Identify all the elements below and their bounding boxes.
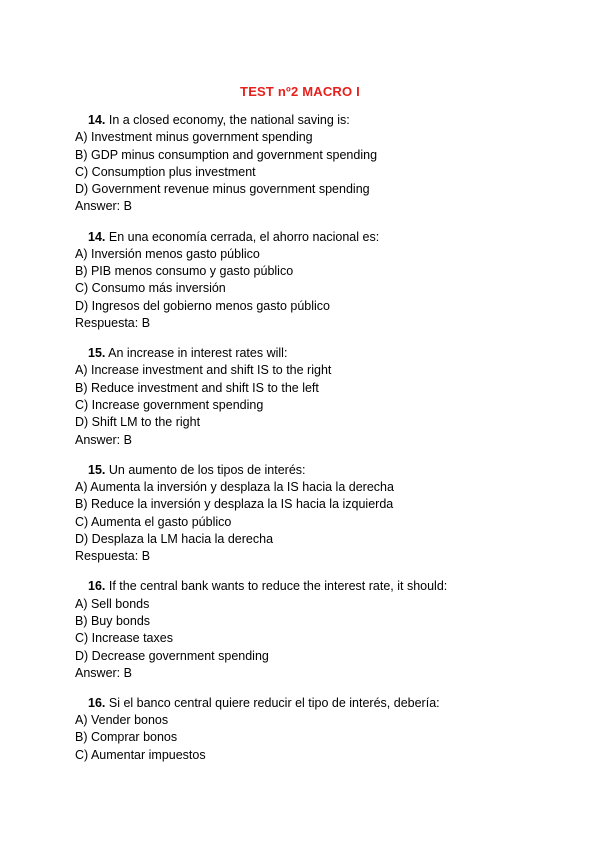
question-stem xyxy=(75,462,575,479)
question-block xyxy=(75,578,575,682)
answer-option: A) Inversión menos gasto público xyxy=(75,246,260,261)
question-block xyxy=(75,229,575,333)
question-number: 14. xyxy=(88,113,106,127)
question-text: An increase in interest rates will: xyxy=(105,346,288,361)
question-block xyxy=(75,695,575,764)
answer-option: B) PIB menos consumo y gasto público xyxy=(75,264,294,279)
answer-option: C) Consumption plus investment xyxy=(75,164,256,179)
question-text: Un aumento de los tipos de interés: xyxy=(105,462,306,477)
question-text: In a closed economy, the national saving is: xyxy=(105,113,350,127)
answer-option: A) Investment minus government spending xyxy=(75,130,313,145)
answer-option: B) Comprar bonos xyxy=(75,730,178,745)
answer-option: A) Aumenta la inversión y desplaza la IS hacia la derecha xyxy=(75,480,394,495)
answer-option: C) Increase government spending xyxy=(75,398,264,413)
question-number: 16. xyxy=(88,695,106,710)
question-number: 15. xyxy=(88,346,106,361)
question-stem xyxy=(75,345,575,362)
question-block xyxy=(75,112,575,216)
correct-answer: Answer: B xyxy=(75,432,132,447)
page-title: TEST nº2 MACRO I xyxy=(240,84,360,99)
question-stem xyxy=(75,695,575,712)
question-text: If the central bank wants to reduce the interest rate, it should: xyxy=(105,579,448,594)
answer-option: C) Consumo más inversión xyxy=(75,281,226,296)
answer-option: A) Sell bonds xyxy=(75,596,150,611)
answer-option: D) Desplaza la LM hacia la derecha xyxy=(75,531,274,546)
answer-option: A) Increase investment and shift IS to the right xyxy=(75,363,332,378)
correct-answer: Respuesta: B xyxy=(75,549,151,564)
answer-option: D) Government revenue minus government spending xyxy=(75,182,370,197)
question-list xyxy=(75,112,575,777)
question-stem xyxy=(75,578,575,595)
correct-answer: Answer: B xyxy=(75,665,132,680)
answer-option: A) Vender bonos xyxy=(75,713,169,728)
answer-option: C) Increase taxes xyxy=(75,631,173,646)
answer-option: C) Aumentar impuestos xyxy=(75,747,206,762)
question-text: Si el banco central quiere reducir el tipo de interés, debería: xyxy=(105,695,440,710)
answer-option: B) Buy bonds xyxy=(75,613,151,628)
answer-option: B) Reduce la inversión y desplaza la IS hacia la izquierda xyxy=(75,497,394,512)
answer-option: D) Ingresos del gobierno menos gasto público xyxy=(75,298,331,313)
answer-option: D) Shift LM to the right xyxy=(75,415,201,430)
answer-option: C) Aumenta el gasto público xyxy=(75,514,232,529)
correct-answer: Answer: B xyxy=(75,199,132,214)
correct-answer: Respuesta: B xyxy=(75,316,151,331)
answer-option: B) Reduce investment and shift IS to the left xyxy=(75,380,319,395)
question-number: 16. xyxy=(88,579,106,594)
question-text: En una economía cerrada, el ahorro nacional es: xyxy=(105,229,380,244)
question-number: 15. xyxy=(88,462,106,477)
answer-option: B) GDP minus consumption and government spending xyxy=(75,147,378,162)
question-number: 14. xyxy=(88,229,106,244)
question-block xyxy=(75,345,575,449)
question-stem xyxy=(75,229,575,246)
question-block xyxy=(75,462,575,566)
answer-option: D) Decrease government spending xyxy=(75,648,269,663)
question-stem xyxy=(75,112,575,129)
